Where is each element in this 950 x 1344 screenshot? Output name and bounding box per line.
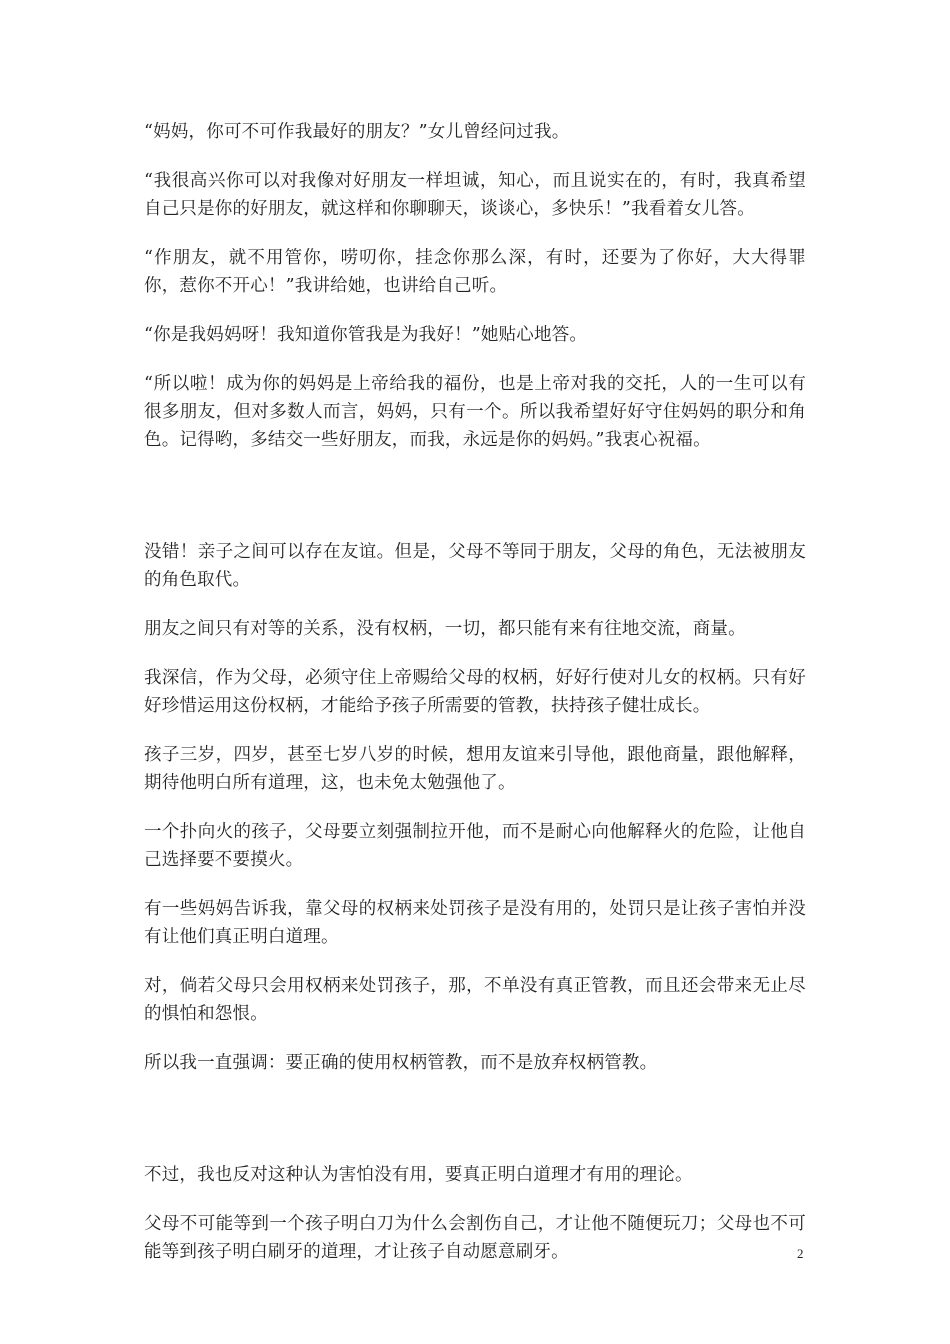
paragraph: 没错！亲子之间可以存在友谊。但是，父母不等同于朋友，父母的角色，无法被朋友的角色取代。 (144, 542, 806, 590)
paragraph: “所以啦！成为你的妈妈是上帝给我的福份，也是上帝对我的交托，人的一生可以有很多朋友，但对多数人而言，妈妈，只有一个。所以我希望好好守住妈妈的职分和角色。记得哟，多结交一些好朋友，而我，永远是你的妈妈。”我衷心祝福。 (144, 374, 806, 450)
section-spacer (144, 1098, 806, 1161)
paragraph: “你是我妈妈呀！我知道你管我是为我好！”她贴心地答。 (144, 325, 588, 345)
paragraph: 有一些妈妈告诉我，靠父母的权柄来处罚孩子是没有用的，处罚只是让孩子害怕并没有让他们真正明白道理。 (144, 899, 806, 947)
paragraph: 朋友之间只有对等的关系，没有权柄，一切，都只能有来有往地交流，商量。 (144, 619, 746, 639)
paragraph: 对，倘若父母只会用权柄来处罚孩子，那，不单没有真正管教，而且还会带来无止尽的惧怕和怨恨。 (144, 976, 806, 1024)
paragraph: “作朋友，就不用管你，唠叨你，挂念你那么深，有时，还要为了你好，大大得罪你，惹你不开心！”我讲给她，也讲给自己听。 (144, 248, 806, 296)
paragraph: 一个扑向火的孩子，父母要立刻强制拉开他，而不是耐心向他解释火的危险，让他自己选择要不要摸火。 (144, 822, 806, 870)
paragraph: 所以我一直强调：要正确的使用权柄管教，而不是放弃权柄管教。 (144, 1053, 658, 1073)
paragraph: 我深信，作为父母，必须守住上帝赐给父母的权柄，好好行使对儿女的权柄。只有好好珍惜运用这份权柄，才能给予孩子所需要的管教，扶持孩子健壮成长。 (144, 668, 806, 716)
page-number: 2 (797, 1246, 804, 1261)
paragraph: 不过，我也反对这种认为害怕没有用，要真正明白道理才有用的理论。 (144, 1165, 693, 1185)
paragraph: 孩子三岁，四岁，甚至七岁八岁的时候，想用友谊来引导他，跟他商量，跟他解释，期待他明白所有道理，这，也未免太勉强他了。 (144, 745, 806, 793)
paragraph: “妈妈，你可不可作我最好的朋友？”女儿曾经问过我。 (144, 122, 570, 142)
document-body (144, 118, 806, 1287)
section-spacer (144, 475, 806, 538)
paragraph: “我很高兴你可以对我像对好朋友一样坦诚，知心，而且说实在的，有时，我真希望自己只是你的好朋友，就这样和你聊聊天，谈谈心，多快乐！”我看着女儿答。 (144, 171, 806, 219)
paragraph: 父母不可能等到一个孩子明白刀为什么会割伤自己，才让他不随便玩刀；父母也不可能等到孩子明白刷牙的道理，才让孩子自动愿意刷牙。 (144, 1214, 806, 1262)
